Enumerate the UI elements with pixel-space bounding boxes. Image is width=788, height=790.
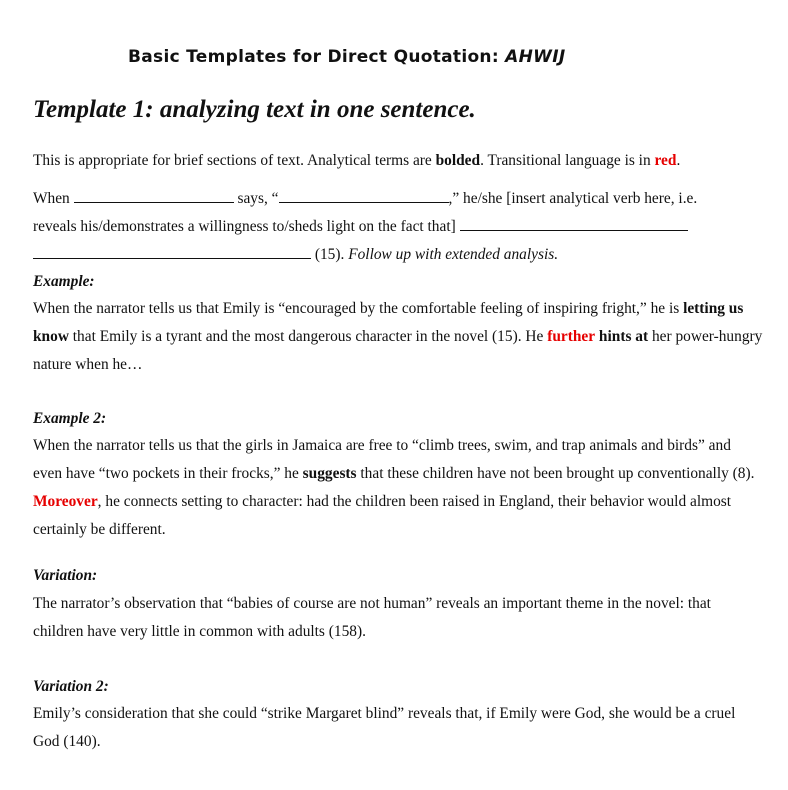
- blank-quote[interactable]: [279, 188, 449, 203]
- intro-text: . Transitional language is in: [480, 152, 655, 169]
- template-cite: (15).: [314, 246, 349, 263]
- example2-label: Example 2:: [33, 410, 107, 427]
- variation2-label: Variation 2:: [33, 678, 109, 695]
- example1-text: her power-hungry nature when he…: [33, 328, 763, 373]
- transition-word: further: [547, 328, 596, 345]
- example2-text: that these children have not been brought up conventionally (8).: [356, 465, 755, 482]
- template-says: says, “: [237, 190, 279, 207]
- template-line2: reveals his/demonstrates a willingness to/sheds light on the fact that]: [33, 218, 456, 235]
- example1-paragraph: [33, 295, 763, 379]
- variation2-paragraph: Emily’s consideration that she could “strike Margaret blind” reveals that, if Emily were God, she would be a cruel God (140).: [33, 705, 736, 750]
- variation1-label: Variation:: [33, 567, 98, 584]
- page-title: [128, 47, 565, 67]
- template-when: When: [33, 190, 70, 207]
- title-main: Basic Templates for Direct Quotation:: [128, 47, 499, 67]
- title-acronym: AHWIJ: [505, 47, 566, 67]
- intro-paragraph: [33, 147, 763, 175]
- template-follow: Follow up with extended analysis.: [348, 246, 559, 263]
- example1-label: Example:: [33, 273, 95, 290]
- example2-paragraph: [33, 432, 763, 544]
- blank-analysis-2[interactable]: [33, 244, 311, 259]
- analytical-term: suggests: [302, 465, 357, 482]
- variation1-paragraph: The narrator’s observation that “babies of course are not human” reveals an important theme in the novel: that children have very little in common with adults (158).: [33, 595, 711, 640]
- template-heading: Template 1: analyzing text in one sentence.: [33, 96, 476, 123]
- template-hesays: ,” he/she [insert analytical verb here, i.e.: [448, 190, 698, 207]
- analytical-term: letting us know: [33, 300, 744, 345]
- intro-text: .: [676, 152, 681, 169]
- template-fill-in: [33, 185, 763, 269]
- blank-analysis-1[interactable]: [460, 216, 688, 231]
- intro-text: This is appropriate for brief sections of text. Analytical terms are: [33, 152, 436, 169]
- transition-word: Moreover: [33, 493, 98, 510]
- example1-text: When the narrator tells us that Emily is “encouraged by the comfortable feeling of inspiring fright,” he is: [33, 300, 684, 317]
- intro-red-word: red: [654, 152, 677, 169]
- example2-text: , he connects setting to character: had the children been raised in England, their behavior would almost certainly be different.: [33, 493, 732, 538]
- example2-text: When the narrator tells us that the girls in Jamaica are free to “climb trees, swim, and trap animals and birds” and even have “two pockets in their frocks,” he: [33, 437, 731, 482]
- blank-speaker[interactable]: [74, 188, 234, 203]
- intro-bold-word: bolded: [435, 152, 481, 169]
- example1-text: that Emily is a tyrant and the most dangerous character in the novel (15). He: [68, 328, 548, 345]
- analytical-term: hints at: [598, 328, 649, 345]
